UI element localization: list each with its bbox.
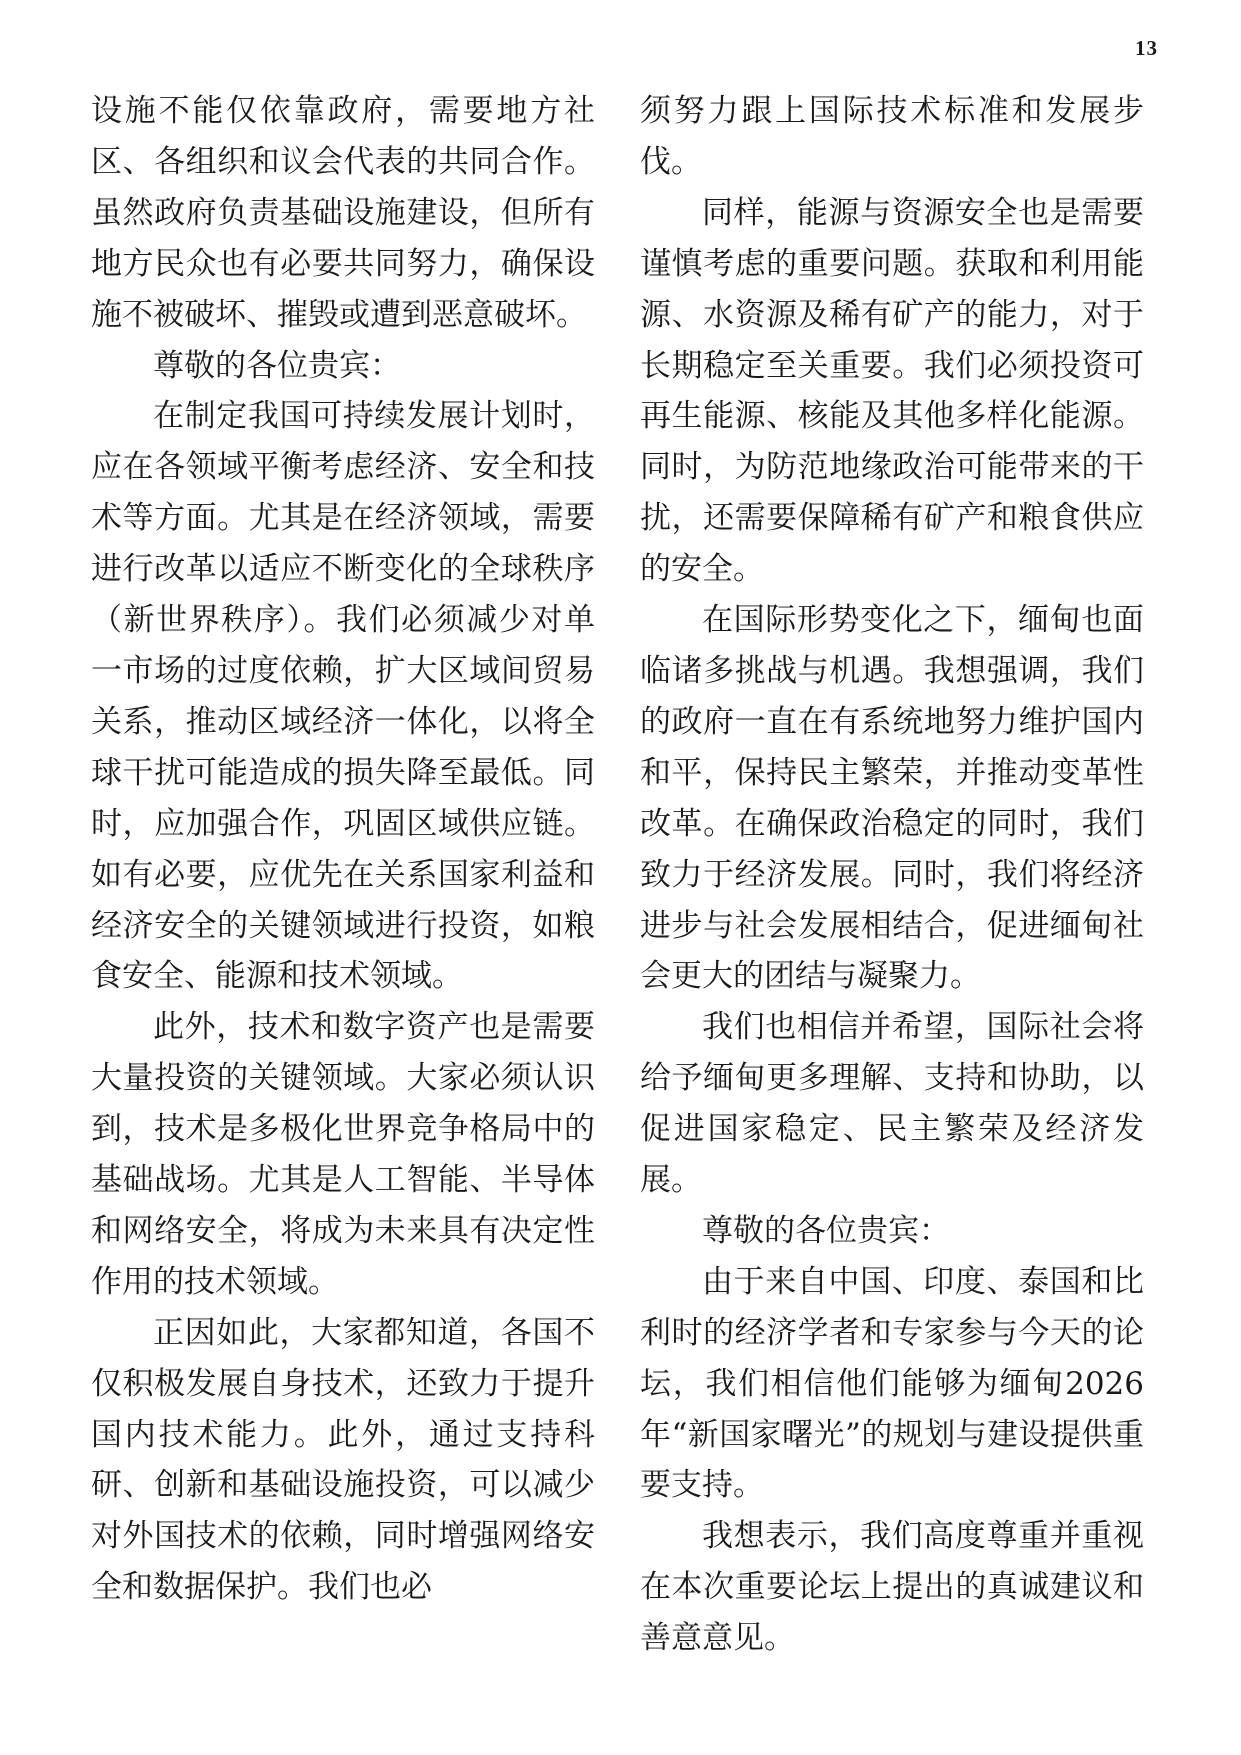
paragraph: 此外，技术和数字资产也是需要大量投资的关键领域。大家必须认识到，技术是多极化世界竞争格局中的基础战场。尤其是人工智能、半导体和网络安全，将成为未来具有决定性作用的技术领域。 <box>91 1009 595 1300</box>
paragraph: 正因如此，大家都知道，各国不仅积极发展自身技术，还致力于提升国内技术能力。此外，通过支持科研、创新和基础设施投资，可以减少对外国技术的依赖，同时增强网络安全和数据保护。我们也必 <box>91 1314 595 1606</box>
paragraph: 须努力跟上国际技术标准和发展步伐。 <box>640 93 1144 180</box>
paragraph: 设施不能仅依靠政府，需要地方社区、各组织和议会代表的共同合作。虽然政府负责基础设施建设，但所有地方民众也有必要共同努力，确保设施不被破坏、摧毁或遭到恶意破坏。 <box>91 93 595 333</box>
paragraph: 在国际形势变化之下，缅甸也面临诸多挑战与机遇。我想强调，我们的政府一直在有系统地努力维护国内和平，保持民主繁荣，并推动变革性改革。在确保政治稳定的同时，我们致力于经济发展。同时，我们将经济进步与社会发展相结合，促进缅甸社会更大的团结与凝聚力。 <box>640 602 1144 995</box>
paragraph: 由于来自中国、印度、泰国和比利时的经济学者和专家参与今天的论坛，我们相信他们能够为缅甸2026年“新国家曙光”的规划与建设提供重要支持。 <box>640 1263 1144 1504</box>
paragraph: 我想表示，我们高度尊重并重视在本次重要论坛上提出的真诚建议和善意意见。 <box>640 1518 1144 1657</box>
paragraph: 同样，能源与资源安全也是需要谨慎考虑的重要问题。获取和利用能源、水资源及稀有矿产的能力，对于长期稳定至关重要。我们必须投资可再生能源、核能及其他多样化能源。同时，为防范地缘政治可能带来的干扰，还需要保障稀有矿产和粮食供应的安全。 <box>640 194 1144 588</box>
paragraph: 我们也相信并希望，国际社会将给予缅甸更多理解、支持和协助，以促进国家稳定、民主繁荣及经济发展。 <box>640 1009 1144 1199</box>
left-column <box>91 86 595 1613</box>
right-column <box>640 86 1144 1664</box>
page-number: 13 <box>1135 36 1158 60</box>
salutation: 尊敬的各位贵宾： <box>153 347 401 384</box>
salutation: 尊敬的各位贵宾： <box>702 1212 950 1249</box>
paragraph: 在制定我国可持续发展计划时，应在各领域平衡考虑经济、安全和技术等方面。尤其是在经济领域，需要进行改革以适应不断变化的全球秩序（新世界秩序）。我们必须减少对单一市场的过度依赖，扩大区域间贸易关系，推动区域经济一体化，以将全球干扰可能造成的损失降至最低。同时，应加强合作，巩固区域供应链。如有必要，应优先在关系国家利益和经济安全的关键领域进行投资，如粮食安全、能源和技术领域。 <box>91 398 595 995</box>
